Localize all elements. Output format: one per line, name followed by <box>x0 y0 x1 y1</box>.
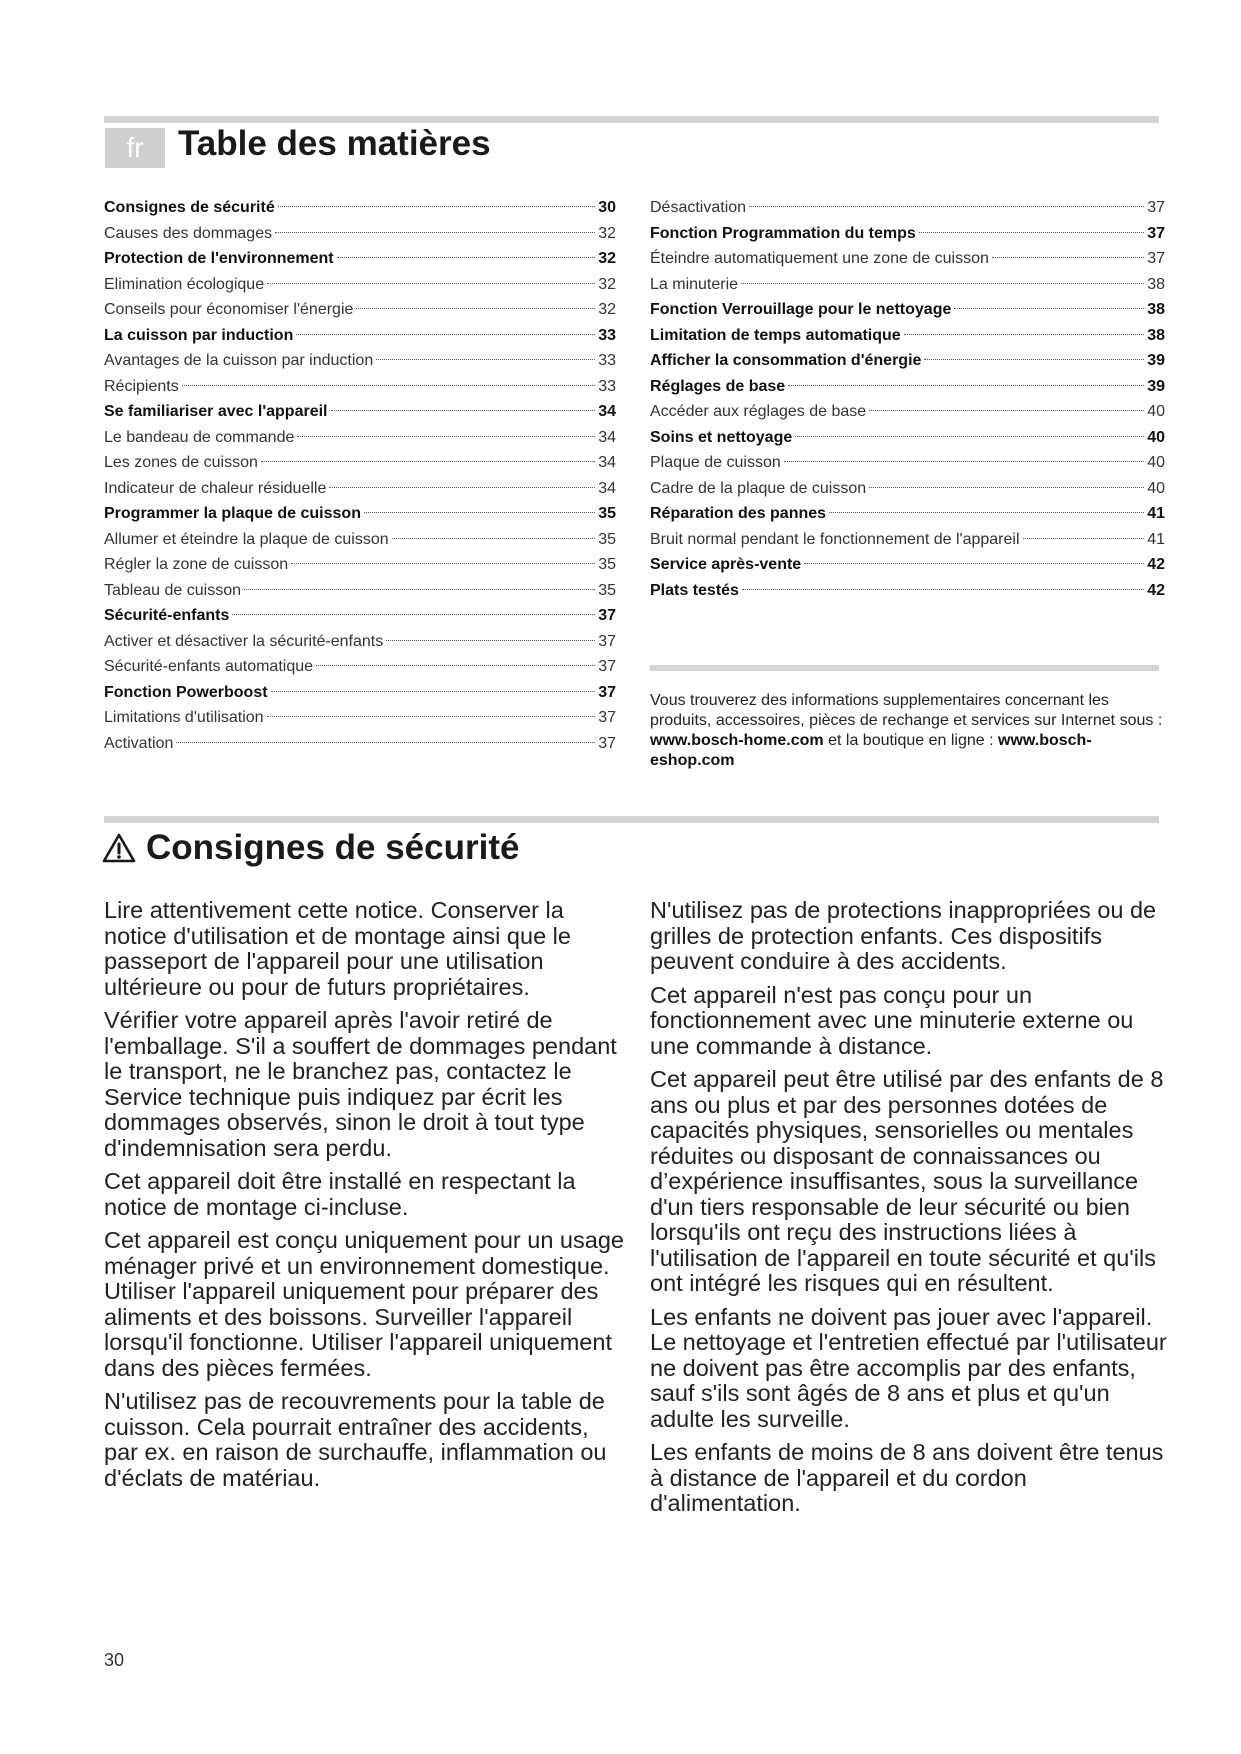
toc-leader-dots <box>291 563 595 564</box>
toc-entry-page: 35 <box>598 530 616 548</box>
toc-entry-label: Cadre de la plaque de cuisson <box>650 479 867 497</box>
toc-entry-label: Sécurité-enfants automatique <box>104 658 314 675</box>
toc-leader-dots <box>741 283 1144 284</box>
toc-entry-page: 30 <box>598 199 616 216</box>
toc-leader-dots <box>267 716 596 717</box>
toc-entry[interactable] <box>104 374 616 400</box>
toc-entry-page: 37 <box>1147 199 1165 216</box>
toc-entry[interactable] <box>104 603 616 629</box>
info-text-before: Vous trouverez des informations supplementaires concernant les produits, accessoires, pièces de rechange et services sur Internet sous : <box>650 692 1163 729</box>
safety-paragraph: Cet appareil est conçu uniquement pour un usage ménager privé et un environnement domestique. Utiliser l'appareil uniquement pour préparer des aliments et des boissons. Surveiller l'appareil lorsqu'il fonctionne. Utiliser l'appareil uniquement dans des pièces fermées. <box>104 1227 624 1381</box>
toc-leader-dots <box>261 461 595 462</box>
toc-leader-dots <box>795 436 1144 437</box>
toc-entry-label: Elimination écologique <box>104 275 265 293</box>
safety-right-column <box>650 898 1170 1525</box>
toc-entry-page: 34 <box>598 428 616 446</box>
toc-entry[interactable] <box>650 578 1165 604</box>
toc-entry-page: 32 <box>598 250 616 267</box>
toc-entry[interactable] <box>650 221 1165 247</box>
safety-paragraph: Lire attentivement cette notice. Conserver la notice d'utilisation et de montage ainsi que le passeport de l'appareil pour une utilisation ultérieure ou pour de futurs propriétaires. <box>104 897 571 1000</box>
toc-entry[interactable] <box>650 246 1165 272</box>
toc-entry-page: 37 <box>598 734 616 752</box>
toc-title: Table des matières <box>178 124 491 163</box>
safety-left-column <box>104 898 624 1499</box>
safety-paragraph: Cet appareil n'est pas conçu pour un fonctionnement avec une minuterie externe ou une commande à distance. <box>650 981 1134 1059</box>
toc-leader-dots <box>919 232 1144 233</box>
toc-leader-dots <box>869 410 1144 411</box>
toc-left-column <box>104 195 616 756</box>
section-title-text: Consignes de sécurité <box>146 828 520 867</box>
toc-entry[interactable] <box>650 425 1165 451</box>
toc-entry-page: 34 <box>598 479 616 497</box>
toc-entry-page: 40 <box>1147 479 1165 497</box>
toc-leader-dots <box>331 410 596 411</box>
toc-entry-label: Activation <box>104 734 174 752</box>
language-badge: fr <box>105 128 165 168</box>
toc-entry-label: Éteindre automatiquement une zone de cuisson <box>650 250 989 267</box>
toc-entry-page: 35 <box>598 581 616 599</box>
toc-entry-label: Tableau de cuisson <box>104 581 241 599</box>
toc-entry[interactable] <box>104 348 616 374</box>
toc-entry-page: 32 <box>598 224 616 242</box>
toc-entry-label: Afficher la consommation d'énergie <box>650 352 922 369</box>
toc-leader-dots <box>329 487 595 488</box>
toc-entry-label: Allumer et éteindre la plaque de cuisson <box>104 530 389 548</box>
toc-right-column <box>650 195 1165 603</box>
toc-entry-label: Conseils pour économiser l'énergie <box>104 301 354 318</box>
toc-leader-dots <box>356 308 595 309</box>
toc-leader-dots <box>869 487 1144 488</box>
safety-paragraph: Cet appareil doit être installé en respectant la notice de montage ci-incluse. <box>104 1168 576 1220</box>
toc-entry[interactable] <box>104 323 616 349</box>
toc-leader-dots <box>904 334 1145 335</box>
toc-leader-dots <box>278 206 595 207</box>
link-bosch-home[interactable]: www.bosch-home.com <box>650 732 824 749</box>
toc-entry[interactable] <box>104 272 616 298</box>
toc-entry-page: 42 <box>1147 581 1165 599</box>
toc-entry[interactable] <box>104 476 616 502</box>
toc-entry[interactable] <box>104 501 616 527</box>
toc-entry[interactable] <box>104 195 616 221</box>
toc-leader-dots <box>376 359 595 360</box>
link-bosch-eshop[interactable]: www.bosch-eshop.com <box>650 732 1092 769</box>
toc-leader-dots <box>742 589 1144 590</box>
safety-paragraph: N'utilisez pas de recouvrements pour la table de cuisson. Cela pourrait entraîner des accidents, par ex. en raison de surchauffe, inflammation ou d'éclats de matériau. <box>104 1388 607 1491</box>
toc-leader-dots <box>364 512 595 513</box>
toc-leader-dots <box>267 283 595 284</box>
toc-entry[interactable] <box>650 195 1165 221</box>
toc-entry[interactable] <box>104 221 616 247</box>
toc-leader-dots <box>749 206 1144 207</box>
safety-paragraph: Vérifier votre appareil après l'avoir retiré de l'emballage. S'il a souffert de dommages pendant le transport, ne le branchez pas, contactez le Service technique puis indiquez par écrit les dommages observés, sinon le droit à tout type d'indemnisation sera perdu. <box>104 1007 617 1161</box>
page-number: 30 <box>104 1650 125 1670</box>
toc-entry-label: Se familiariser avec l'appareil <box>104 403 328 420</box>
toc-entry-label: Consignes de sécurité <box>104 199 275 216</box>
toc-entry-page: 40 <box>1147 428 1165 446</box>
toc-entry[interactable] <box>104 399 616 425</box>
toc-entry-page: 34 <box>598 403 616 420</box>
toc-leader-dots <box>392 538 596 539</box>
toc-entry[interactable] <box>104 731 616 757</box>
toc-entry[interactable] <box>650 399 1165 425</box>
section-title <box>102 828 519 868</box>
toc-leader-dots <box>232 614 595 615</box>
top-rule <box>104 116 1159 123</box>
toc-leader-dots <box>829 512 1144 513</box>
toc-leader-dots <box>924 359 1144 360</box>
toc-entry-label: Indicateur de chaleur résiduelle <box>104 479 327 497</box>
toc-entry-page: 34 <box>598 454 616 471</box>
toc-entry-page: 35 <box>598 505 616 522</box>
toc-entry-label: Fonction Powerboost <box>104 683 268 701</box>
safety-paragraph: N'utilisez pas de protections inappropriées ou de grilles de protection enfants. Ces dispositifs peuvent conduire à des accidents. <box>650 897 1157 974</box>
toc-entry[interactable] <box>104 578 616 604</box>
toc-entry-page: 41 <box>1147 505 1165 522</box>
toc-entry-label: Réparation des pannes <box>650 505 827 522</box>
toc-entry[interactable] <box>104 425 616 451</box>
toc-leader-dots <box>804 563 1144 564</box>
toc-entry-page: 37 <box>1147 250 1165 267</box>
toc-entry-page: 38 <box>1147 275 1165 293</box>
toc-entry-label: Les zones de cuisson <box>104 454 258 471</box>
toc-entry[interactable] <box>650 323 1165 349</box>
toc-entry-label: Récipients <box>104 377 179 395</box>
toc-entry-label: Bruit normal pendant le fonctionnement de l'appareil <box>650 530 1020 548</box>
toc-leader-dots <box>182 385 596 386</box>
toc-entry-page: 32 <box>598 301 616 318</box>
toc-entry-page: 37 <box>598 683 616 701</box>
toc-leader-dots <box>176 742 595 743</box>
toc-entry[interactable] <box>104 527 616 553</box>
toc-entry-label: Limitations d'utilisation <box>104 709 264 726</box>
info-paragraph <box>650 691 1170 771</box>
safety-paragraph: Les enfants de moins de 8 ans doivent être tenus à distance de l'appareil et du cordon d'alimentation. <box>650 1439 1164 1516</box>
safety-paragraph: Les enfants ne doivent pas jouer avec l'appareil. Le nettoyage et l'entretien effectué par l'utilisateur ne doivent pas être accomplis par des enfants, sauf s'ils sont âgés de 8 ans et plus et qu'un adulte les surveille. <box>650 1303 1167 1432</box>
toc-leader-dots <box>1023 538 1145 539</box>
toc-entry-label: Programmer la plaque de cuisson <box>104 505 361 522</box>
toc-entry[interactable] <box>104 552 616 578</box>
toc-leader-dots <box>386 640 595 641</box>
info-text-middle: et la boutique en ligne : <box>823 732 999 749</box>
toc-entry-label: Régler la zone de cuisson <box>104 556 289 573</box>
safety-paragraph: Cet appareil peut être utilisé par des enfants de 8 ans ou plus et par des personnes dotées de capacités physiques, sensorielles ou mentales réduites ou disposant de connaissances ou d’expérience insuffisantes, sous la surveillance d'un tiers responsable de leur sécurité ou bien lorsqu'ils ont reçu des instructions liées à l'utilisation de l'appareil en toute sécurité et qu'ils ont intégré les risques qui en résultent. <box>650 1066 1164 1296</box>
toc-leader-dots <box>788 385 1144 386</box>
toc-entry[interactable] <box>104 450 616 476</box>
toc-leader-dots <box>275 232 595 233</box>
toc-entry[interactable] <box>104 629 616 655</box>
toc-leader-dots <box>244 589 595 590</box>
toc-entry[interactable] <box>650 272 1165 298</box>
toc-entry-label: La cuisson par induction <box>104 326 294 344</box>
toc-leader-dots <box>784 461 1144 462</box>
toc-entry-label: Réglages de base <box>650 377 786 395</box>
toc-entry-label: Le bandeau de commande <box>104 428 295 446</box>
toc-entry-label: Plaque de cuisson <box>650 454 781 471</box>
toc-entry-label: Fonction Verrouillage pour le nettoyage <box>650 301 952 318</box>
toc-entry-page: 38 <box>1147 326 1165 344</box>
toc-entry-label: Activer et désactiver la sécurité-enfants <box>104 632 384 650</box>
toc-entry[interactable] <box>650 450 1165 476</box>
toc-entry-page: 40 <box>1147 403 1165 420</box>
toc-entry[interactable] <box>650 348 1165 374</box>
toc-entry[interactable] <box>650 374 1165 400</box>
toc-leader-dots <box>992 257 1144 258</box>
toc-entry-page: 41 <box>1147 530 1165 548</box>
toc-leader-dots <box>954 308 1144 309</box>
section-rule <box>104 816 1159 823</box>
toc-entry[interactable] <box>650 501 1165 527</box>
toc-entry-label: Sécurité-enfants <box>104 607 230 624</box>
warning-triangle-icon <box>102 832 136 864</box>
toc-entry-page: 40 <box>1147 454 1165 471</box>
toc-leader-dots <box>296 334 595 335</box>
toc-entry-page: 37 <box>598 658 616 675</box>
toc-entry[interactable] <box>104 680 616 706</box>
toc-entry-label: Accéder aux réglages de base <box>650 403 867 420</box>
toc-entry-page: 32 <box>598 275 616 293</box>
toc-entry-page: 33 <box>598 377 616 395</box>
toc-entry-label: Service après-vente <box>650 556 802 573</box>
toc-entry-page: 39 <box>1147 352 1165 369</box>
toc-entry-label: Soins et nettoyage <box>650 428 793 446</box>
toc-entry-label: La minuterie <box>650 275 739 293</box>
toc-entry[interactable] <box>650 527 1165 553</box>
toc-entry-label: Limitation de temps automatique <box>650 326 901 344</box>
toc-entry[interactable] <box>650 552 1165 578</box>
toc-entry[interactable] <box>104 297 616 323</box>
toc-entry-page: 33 <box>598 326 616 344</box>
toc-entry-page: 37 <box>598 709 616 726</box>
toc-entry[interactable] <box>104 654 616 680</box>
toc-leader-dots <box>316 665 595 666</box>
toc-entry-label: Plats testés <box>650 581 739 599</box>
toc-entry[interactable] <box>650 476 1165 502</box>
toc-entry[interactable] <box>104 246 616 272</box>
toc-leader-dots <box>271 691 596 692</box>
toc-entry-page: 39 <box>1147 377 1165 395</box>
toc-entry-page: 37 <box>598 607 616 624</box>
toc-entry-page: 38 <box>1147 301 1165 318</box>
toc-entry-page: 35 <box>598 556 616 573</box>
toc-leader-dots <box>337 257 596 258</box>
toc-entry[interactable] <box>104 705 616 731</box>
toc-entry-label: Causes des dommages <box>104 224 273 242</box>
toc-entry-label: Désactivation <box>650 199 747 216</box>
toc-entry-label: Protection de l'environnement <box>104 250 334 267</box>
toc-leader-dots <box>297 436 595 437</box>
toc-entry-page: 33 <box>598 352 616 369</box>
toc-entry-page: 37 <box>1147 224 1165 242</box>
toc-entry-label: Fonction Programmation du temps <box>650 224 916 242</box>
toc-entry-page: 42 <box>1147 556 1165 573</box>
toc-entry-page: 37 <box>598 632 616 650</box>
toc-entry-label: Avantages de la cuisson par induction <box>104 352 374 369</box>
info-rule <box>650 665 1159 671</box>
toc-entry[interactable] <box>650 297 1165 323</box>
